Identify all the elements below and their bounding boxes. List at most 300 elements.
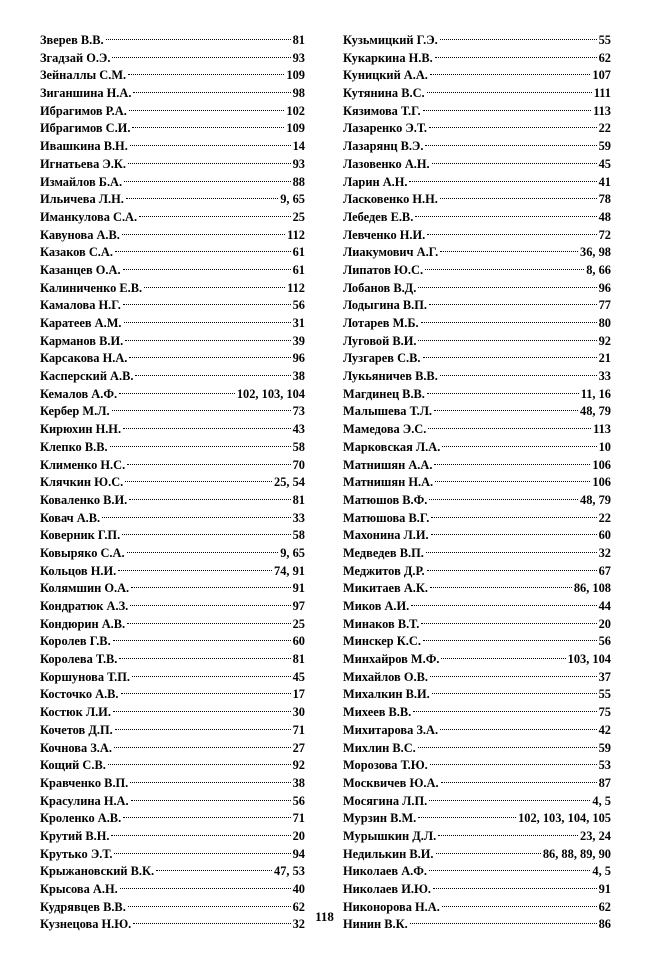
index-entry — [40, 545, 305, 563]
index-entry — [40, 191, 305, 209]
entry-author-name: Калиниченко Е.В. — [40, 280, 143, 295]
dot-leader — [428, 428, 591, 429]
entry-page-numbers: 38 — [292, 775, 305, 790]
entry-page-numbers: 39 — [292, 333, 305, 348]
entry-page-numbers: 96 — [598, 280, 611, 295]
dot-leader — [425, 269, 584, 270]
dot-leader — [429, 127, 597, 128]
entry-page-numbers: 91 — [292, 581, 305, 596]
index-entry — [343, 651, 611, 669]
dot-leader — [426, 552, 597, 553]
dot-leader — [421, 623, 596, 624]
entry-page-numbers: 41 — [598, 174, 611, 189]
entry-author-name: Крутий В.Н. — [40, 828, 110, 843]
index-entry — [40, 209, 305, 227]
entry-author-name: Лазовенко А.Н. — [343, 156, 430, 171]
entry-page-numbers: 22 — [598, 510, 611, 525]
entry-author-name: Каратеев А.М. — [40, 316, 122, 330]
entry-page-numbers: 9, 65 — [280, 545, 305, 560]
entry-page-numbers: 42 — [598, 722, 611, 737]
entry-page-numbers: 25 — [292, 616, 305, 631]
entry-author-name: Кочнова З.А. — [40, 740, 112, 755]
entry-page-numbers: 62 — [292, 899, 305, 914]
entry-page-numbers: 27 — [292, 740, 305, 755]
dot-leader — [415, 216, 596, 217]
dot-leader — [427, 92, 592, 93]
dot-leader — [432, 693, 597, 694]
entry-author-name: Королева Т.В. — [40, 652, 118, 667]
entry-page-numbers: 47, 53 — [274, 864, 305, 879]
index-entry — [343, 757, 611, 775]
dot-leader — [114, 853, 290, 854]
entry-author-name: Кербер М.Л. — [40, 404, 110, 419]
dot-leader — [438, 835, 578, 836]
dot-leader — [133, 92, 290, 93]
entry-author-name: Ковач А.В. — [40, 510, 101, 525]
dot-leader — [434, 464, 590, 465]
entry-page-numbers: 94 — [292, 846, 305, 861]
entry-page-numbers: 87 — [598, 775, 611, 790]
dot-leader — [411, 605, 596, 606]
entry-author-name: Клименко Н.С. — [40, 457, 126, 472]
dot-leader — [122, 234, 285, 235]
entry-author-name: Лебедев Е.В. — [343, 209, 414, 224]
index-entry — [343, 563, 611, 581]
entry-page-numbers: 53 — [598, 758, 611, 773]
entry-page-numbers: 112 — [287, 280, 305, 295]
index-entry — [40, 403, 305, 421]
index-entry — [40, 740, 305, 758]
index-entry — [40, 156, 305, 174]
entry-author-name: Михлин В.С. — [343, 740, 416, 755]
index-entry — [343, 156, 611, 174]
entry-page-numbers: 25 — [292, 209, 305, 224]
entry-author-name: Михалкин В.И. — [343, 687, 430, 702]
entry-page-numbers: 97 — [292, 599, 305, 613]
index-entry — [343, 174, 611, 192]
entry-author-name: Москвичев Ю.А. — [343, 775, 439, 790]
entry-author-name: Косточко А.В. — [40, 687, 119, 702]
entry-author-name: Кузьмицкий Г.Э. — [343, 33, 438, 47]
index-entry — [40, 138, 305, 156]
entry-page-numbers: 10 — [598, 439, 611, 454]
entry-page-numbers: 98 — [292, 86, 305, 101]
dot-leader — [125, 340, 290, 341]
entry-page-numbers: 77 — [598, 298, 611, 313]
entry-author-name: Марковская Л.А. — [343, 439, 441, 454]
index-entry — [343, 262, 611, 280]
entry-author-name: Лукьяничев В.В. — [343, 369, 438, 384]
dot-leader — [440, 39, 597, 40]
entry-page-numbers: 71 — [292, 722, 305, 737]
entry-page-numbers: 109 — [286, 121, 305, 136]
entry-page-numbers: 59 — [598, 740, 611, 755]
index-entry — [40, 262, 305, 280]
dot-leader — [425, 145, 596, 146]
dot-leader — [127, 464, 290, 465]
index-entry — [343, 527, 611, 545]
index-entry — [40, 457, 305, 475]
index-entry — [343, 297, 611, 315]
index-entry — [40, 757, 305, 775]
entry-author-name: Кочетов Д.П. — [40, 722, 113, 737]
entry-author-name: Кощий С.В. — [40, 758, 106, 773]
dot-leader — [112, 57, 290, 58]
entry-author-name: Иманкулова С.А. — [40, 209, 138, 224]
dot-leader — [108, 764, 291, 765]
entry-author-name: Мамедова Э.С. — [343, 422, 427, 437]
index-entry — [40, 598, 305, 616]
entry-author-name: Кязимова Т.Г. — [343, 103, 421, 118]
index-entry — [343, 244, 611, 262]
dot-leader — [430, 764, 597, 765]
index-entry — [40, 810, 305, 828]
entry-page-numbers: 40 — [292, 882, 305, 896]
index-entry — [343, 67, 611, 85]
entry-author-name: Казаков С.А. — [40, 245, 113, 260]
dot-leader — [124, 181, 291, 182]
entry-author-name: Николаев И.Ю. — [343, 882, 432, 896]
entry-page-numbers: 55 — [598, 687, 611, 702]
index-entry — [343, 810, 611, 828]
entry-page-numbers: 48, 79 — [580, 404, 611, 419]
entry-page-numbers: 113 — [593, 422, 611, 437]
dot-leader — [429, 499, 578, 500]
entry-page-numbers: 59 — [598, 139, 611, 154]
entry-author-name: Недилькин В.И. — [343, 846, 434, 861]
entry-author-name: Казанцев О.А. — [40, 262, 121, 277]
entry-page-numbers: 67 — [598, 563, 611, 578]
entry-author-name: Зейналлы С.М. — [40, 68, 127, 83]
entry-page-numbers: 113 — [593, 103, 611, 118]
entry-page-numbers: 44 — [598, 599, 611, 613]
entry-page-numbers: 62 — [598, 899, 611, 914]
index-entry — [40, 350, 305, 368]
entry-page-numbers: 20 — [598, 616, 611, 631]
index-entry — [343, 191, 611, 209]
entry-page-numbers: 22 — [598, 121, 611, 136]
dot-leader — [123, 269, 291, 270]
dot-leader — [442, 446, 596, 447]
entry-author-name: Клячкин Ю.С. — [40, 475, 124, 490]
index-entry — [40, 474, 305, 492]
dot-leader — [144, 287, 285, 288]
dot-leader — [131, 587, 290, 588]
dot-leader — [423, 110, 591, 111]
index-entry — [40, 421, 305, 439]
index-entry — [343, 722, 611, 740]
entry-page-numbers: 88 — [292, 174, 305, 189]
dot-leader — [433, 888, 597, 889]
entry-page-numbers: 33 — [292, 510, 305, 525]
index-entry — [40, 297, 305, 315]
index-entry — [343, 386, 611, 404]
index-entry — [40, 722, 305, 740]
dot-leader — [122, 534, 290, 535]
dot-leader — [132, 127, 284, 128]
dot-leader — [123, 428, 291, 429]
entry-author-name: Карсакова Н.А. — [40, 351, 128, 366]
entry-author-name: Магдинец В.В. — [343, 386, 425, 401]
index-entry — [343, 775, 611, 793]
dot-leader — [129, 357, 290, 358]
entry-author-name: Миков А.И. — [343, 599, 410, 613]
entry-page-numbers: 60 — [598, 528, 611, 543]
entry-page-numbers: 86, 108 — [573, 581, 611, 596]
dot-leader — [430, 587, 572, 588]
index-entry — [343, 828, 611, 846]
index-entry — [40, 315, 305, 333]
entry-page-numbers: 96 — [292, 351, 305, 366]
entry-page-numbers: 11, 16 — [580, 386, 611, 401]
entry-author-name: Зиганшина Н.А. — [40, 86, 132, 101]
entry-page-numbers: 58 — [292, 439, 305, 454]
index-entry — [40, 863, 305, 881]
entry-author-name: Матюшова В.Г. — [343, 510, 430, 525]
dot-leader — [418, 747, 597, 748]
entry-page-numbers: 61 — [292, 262, 305, 277]
entry-author-name: Клепко В.В. — [40, 439, 108, 454]
entry-author-name: Ибрагимов Р.А. — [40, 103, 127, 118]
index-entry — [40, 227, 305, 245]
index-entry — [343, 686, 611, 704]
entry-page-numbers: 60 — [292, 634, 305, 649]
index-entry — [40, 333, 305, 351]
dot-leader — [102, 517, 290, 518]
index-entry — [40, 669, 305, 687]
entry-page-numbers: 93 — [292, 156, 305, 171]
entry-page-numbers: 23, 24 — [580, 828, 611, 843]
dot-leader — [113, 640, 291, 641]
dot-leader — [418, 340, 596, 341]
index-entry — [40, 846, 305, 864]
entry-author-name: Камалова Н.Г. — [40, 298, 121, 313]
entry-author-name: Никонорова Н.А. — [343, 899, 440, 914]
index-entry — [343, 103, 611, 121]
index-entry — [40, 368, 305, 386]
entry-author-name: Николаев А.Ф. — [343, 864, 428, 879]
entry-page-numbers: 9, 65 — [280, 192, 305, 207]
entry-page-numbers: 33 — [598, 369, 611, 384]
entry-page-numbers: 36, 98 — [580, 245, 611, 260]
dot-leader — [434, 410, 578, 411]
entry-author-name: Ласковенко Н.Н. — [343, 192, 438, 207]
dot-leader — [429, 800, 590, 801]
dot-leader — [440, 198, 597, 199]
index-entry — [343, 138, 611, 156]
entry-page-numbers: 81 — [292, 33, 305, 47]
entry-author-name: Костюк Л.И. — [40, 705, 111, 720]
index-entry — [40, 793, 305, 811]
entry-author-name: Нинин В.К. — [343, 917, 408, 932]
dot-leader — [128, 74, 284, 75]
dot-leader — [427, 570, 597, 571]
index-entry — [343, 793, 611, 811]
entry-page-numbers: 80 — [598, 316, 611, 330]
entry-page-numbers: 74, 91 — [274, 563, 305, 578]
dot-leader — [130, 605, 290, 606]
dot-leader — [429, 870, 590, 871]
dot-leader — [440, 251, 578, 252]
entry-author-name: Морозова Т.Ю. — [343, 758, 428, 773]
index-entry — [40, 704, 305, 722]
entry-page-numbers: 86, 88, 89, 90 — [542, 846, 611, 861]
entry-author-name: Лобанов В.Д. — [343, 280, 417, 295]
index-entry — [343, 492, 611, 510]
entry-page-numbers: 109 — [286, 68, 305, 83]
entry-page-numbers: 43 — [292, 422, 305, 437]
index-entry — [343, 669, 611, 687]
entry-author-name: Михеев В.В. — [343, 705, 412, 720]
dot-leader — [120, 888, 291, 889]
entry-page-numbers: 8, 66 — [586, 262, 611, 277]
dot-leader — [432, 163, 597, 164]
index-entry — [343, 403, 611, 421]
dot-leader — [119, 658, 290, 659]
entry-page-numbers: 4, 5 — [592, 864, 611, 879]
entry-author-name: Кудрявцев В.В. — [40, 899, 126, 914]
index-entry — [40, 510, 305, 528]
entry-page-numbers: 75 — [598, 705, 611, 720]
entry-page-numbers: 56 — [598, 634, 611, 649]
dot-leader — [129, 110, 285, 111]
index-column-right — [343, 32, 611, 934]
entry-author-name: Кавунова А.В. — [40, 227, 120, 242]
entry-author-name: Мурзин В.М. — [343, 811, 417, 826]
index-entry — [343, 209, 611, 227]
dot-leader — [123, 817, 290, 818]
entry-author-name: Зверев В.В. — [40, 33, 104, 47]
dot-leader — [125, 481, 272, 482]
entry-author-name: Коваленко В.И. — [40, 492, 128, 507]
entry-author-name: Лузгарев С.В. — [343, 351, 421, 366]
entry-author-name: Красулина Н.А. — [40, 793, 129, 808]
dot-leader — [112, 410, 291, 411]
entry-author-name: Колямшин О.А. — [40, 581, 130, 596]
dot-leader — [441, 658, 565, 659]
entry-author-name: Мурышкин Д.Л. — [343, 828, 437, 843]
index-entry — [40, 651, 305, 669]
index-entry — [343, 120, 611, 138]
entry-page-numbers: 81 — [292, 652, 305, 667]
entry-page-numbers: 92 — [598, 333, 611, 348]
entry-page-numbers: 78 — [598, 192, 611, 207]
index-entry — [40, 67, 305, 85]
dot-leader — [139, 216, 291, 217]
entry-page-numbers: 38 — [292, 369, 305, 384]
entry-page-numbers: 20 — [292, 828, 305, 843]
index-entry — [343, 32, 611, 50]
entry-page-numbers: 93 — [292, 50, 305, 65]
entry-page-numbers: 112 — [287, 227, 305, 242]
index-entry — [40, 386, 305, 404]
entry-page-numbers: 91 — [598, 882, 611, 896]
entry-page-numbers: 56 — [292, 298, 305, 313]
entry-author-name: Минхайров М.Ф. — [343, 652, 440, 667]
entry-author-name: Кутянина В.С. — [343, 86, 425, 101]
entry-page-numbers: 17 — [292, 687, 305, 702]
dot-leader — [427, 393, 579, 394]
entry-author-name: Кравченко В.П. — [40, 775, 129, 790]
entry-page-numbers: 111 — [593, 86, 611, 101]
dot-leader — [129, 499, 290, 500]
index-entry — [343, 598, 611, 616]
dot-leader — [113, 711, 291, 712]
index-entry — [343, 280, 611, 298]
dot-leader — [442, 906, 597, 907]
index-entry — [40, 633, 305, 651]
index-entry — [343, 863, 611, 881]
dot-leader — [127, 552, 279, 553]
entry-author-name: Матюшов В.Ф. — [343, 492, 428, 507]
dot-leader — [430, 74, 591, 75]
entry-page-numbers: 48, 79 — [580, 492, 611, 507]
entry-page-numbers: 72 — [598, 227, 611, 242]
index-entry — [343, 85, 611, 103]
dot-leader — [430, 676, 597, 677]
entry-author-name: Матнишян А.А. — [343, 457, 433, 472]
entry-page-numbers: 73 — [292, 404, 305, 419]
entry-page-numbers: 37 — [598, 669, 611, 684]
index-entry — [40, 828, 305, 846]
index-entry — [343, 545, 611, 563]
index-entry — [40, 881, 305, 899]
dot-leader — [431, 534, 597, 535]
entry-author-name: Мосягина Л.П. — [343, 793, 428, 808]
index-entry — [343, 846, 611, 864]
dot-leader — [127, 623, 290, 624]
entry-page-numbers: 103, 104 — [567, 652, 611, 667]
entry-page-numbers: 92 — [292, 758, 305, 773]
entry-author-name: Кемалов А.Ф. — [40, 386, 118, 401]
entry-author-name: Махонина Л.И. — [343, 528, 429, 543]
dot-leader — [440, 375, 597, 376]
dot-leader — [135, 375, 290, 376]
dot-leader — [123, 304, 291, 305]
dot-leader — [427, 234, 596, 235]
dot-leader — [156, 870, 272, 871]
index-entry — [343, 616, 611, 634]
index-entry — [40, 686, 305, 704]
dot-leader — [115, 251, 291, 252]
entry-page-numbers: 70 — [292, 457, 305, 472]
entry-author-name: Малышева Т.Л. — [343, 404, 433, 419]
entry-page-numbers: 102 — [286, 103, 305, 118]
entry-author-name: Лотарев М.Б. — [343, 316, 419, 330]
entry-page-numbers: 55 — [598, 33, 611, 47]
entry-author-name: Ибрагимов С.И. — [40, 121, 131, 136]
dot-leader — [440, 729, 597, 730]
entry-author-name: Кондратюк А.З. — [40, 599, 129, 613]
index-entry — [343, 457, 611, 475]
index-entry — [40, 527, 305, 545]
index-entry — [343, 740, 611, 758]
entry-author-name: Михитарова З.А. — [343, 722, 439, 737]
entry-author-name: Кирюхин Н.Н. — [40, 422, 122, 437]
entry-page-numbers: 81 — [292, 492, 305, 507]
dot-leader — [121, 693, 291, 694]
index-entry — [40, 103, 305, 121]
entry-page-numbers: 62 — [598, 50, 611, 65]
entry-author-name: Кукаркина Н.В. — [343, 50, 433, 65]
index-entry — [343, 881, 611, 899]
index-entry — [343, 315, 611, 333]
index-entry — [40, 32, 305, 50]
entry-page-numbers: 31 — [292, 316, 305, 330]
dot-leader — [418, 817, 516, 818]
entry-author-name: Коверник Г.П. — [40, 528, 121, 543]
dot-leader — [115, 729, 291, 730]
